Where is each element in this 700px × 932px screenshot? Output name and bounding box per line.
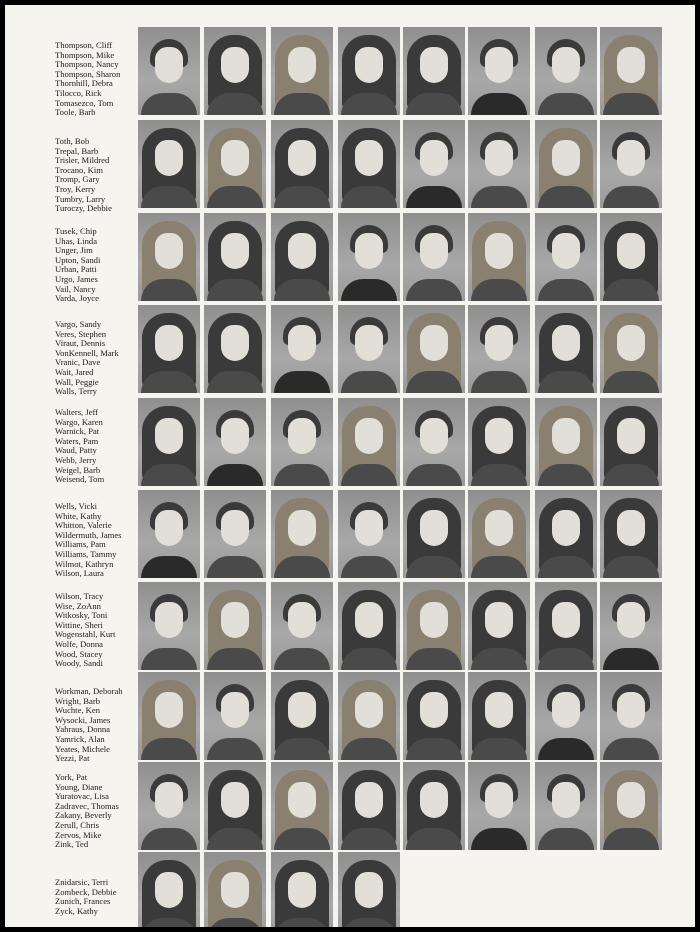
student-name: York, Pat	[55, 773, 88, 782]
student-portrait	[600, 582, 662, 670]
student-name: Yuratovac, Lisa	[55, 792, 109, 802]
student-portrait	[271, 582, 333, 670]
student-portrait	[338, 213, 400, 301]
student-portrait	[138, 762, 200, 850]
student-name: Woody, Sandi	[55, 659, 103, 669]
student-portrait	[338, 672, 400, 760]
student-portrait	[271, 490, 333, 578]
student-portrait	[403, 120, 465, 208]
student-name: Wise, ZoAnn	[55, 601, 101, 611]
student-portrait	[138, 852, 200, 927]
student-portrait	[403, 762, 465, 850]
student-portrait	[535, 672, 597, 760]
name-list	[55, 320, 143, 397]
student-portrait	[535, 120, 597, 208]
student-name: Waud, Patty	[55, 446, 97, 456]
student-name: Zakany, Beverly	[55, 811, 112, 821]
student-portrait	[338, 852, 400, 927]
student-name: Weisend, Tom	[55, 475, 105, 485]
student-portrait	[338, 582, 400, 670]
student-name: White, Kathy	[55, 511, 102, 521]
name-list	[55, 773, 143, 850]
student-name: Tilocco, Rick	[55, 88, 102, 98]
student-name: Vargo, Sandy	[55, 320, 102, 329]
student-portrait	[403, 213, 465, 301]
student-portrait	[600, 672, 662, 760]
student-portrait	[338, 305, 400, 393]
student-name: Young, Diane	[55, 782, 103, 792]
student-portrait	[338, 762, 400, 850]
student-name: Yahraus, Donna	[55, 725, 110, 735]
student-name: Zombeck, Debbie	[55, 887, 117, 897]
name-list	[55, 592, 143, 669]
student-name: Trisler, Mildred	[55, 156, 110, 166]
student-name: Unger, Jim	[55, 246, 93, 256]
student-portrait	[535, 305, 597, 393]
student-portrait	[403, 398, 465, 486]
student-portrait	[338, 398, 400, 486]
student-portrait	[600, 490, 662, 578]
student-portrait	[403, 490, 465, 578]
student-portrait	[468, 672, 530, 760]
student-name: Workman, Deborah	[55, 687, 123, 696]
student-portrait	[468, 305, 530, 393]
student-portrait	[468, 27, 530, 115]
student-name: Warnick, Pat	[55, 427, 100, 437]
student-name: Wilmot, Kathryn	[55, 559, 114, 569]
student-portrait	[271, 120, 333, 208]
student-name: Zerull, Chris	[55, 820, 99, 830]
name-list	[55, 687, 143, 764]
student-name: Webb, Jerry	[55, 455, 97, 465]
student-name: Walls, Terry	[55, 387, 97, 397]
student-portrait	[535, 27, 597, 115]
student-portrait	[204, 672, 266, 760]
student-name: Thompson, Nancy	[55, 60, 119, 70]
student-portrait	[204, 762, 266, 850]
student-name: Williams, Tammy	[55, 549, 117, 559]
student-name: Yeates, Michele	[55, 744, 110, 754]
student-name: Wall, Peggie	[55, 377, 99, 387]
name-list	[55, 408, 143, 485]
name-list	[55, 137, 143, 214]
student-name: Witkosky, Toni	[55, 611, 108, 621]
student-name: Zadravec, Thomas	[55, 801, 119, 811]
student-name: Zyck, Kathy	[55, 906, 98, 916]
student-portrait	[271, 398, 333, 486]
student-portrait	[271, 672, 333, 760]
student-name: Znidarsic, Terri	[55, 878, 109, 887]
student-name: Williams, Pam	[55, 540, 106, 550]
student-portrait	[403, 305, 465, 393]
student-name: Upton, Sandi	[55, 255, 101, 265]
student-name: Viraut, Dennis	[55, 339, 106, 349]
student-portrait	[138, 305, 200, 393]
student-portrait	[138, 490, 200, 578]
student-name: Wittine, Sheri	[55, 620, 103, 630]
student-name: Toth, Bob	[55, 137, 90, 146]
student-name: Thompson, Mike	[55, 50, 115, 60]
student-name: Urgo, James	[55, 274, 98, 284]
student-portrait	[600, 398, 662, 486]
student-portrait	[600, 120, 662, 208]
student-name: Wuchte, Ken	[55, 706, 100, 716]
student-portrait	[138, 213, 200, 301]
student-portrait	[138, 672, 200, 760]
student-name: Zink, Ted	[55, 840, 89, 850]
student-name: Thompson, Cliff	[55, 41, 113, 50]
student-name: Wysocki, James	[55, 715, 111, 725]
student-portrait	[271, 27, 333, 115]
student-name: Vranic, Dave	[55, 358, 101, 368]
student-name: Weigel, Barb	[55, 465, 101, 475]
student-name: Urban, Patti	[55, 265, 97, 275]
student-portrait	[204, 582, 266, 670]
student-name: Wildermuth, James	[55, 530, 122, 540]
student-name: Tusek, Chip	[55, 227, 97, 236]
student-portrait	[535, 762, 597, 850]
name-list	[55, 502, 143, 579]
student-portrait	[468, 490, 530, 578]
student-name: Varda, Joyce	[55, 294, 99, 304]
student-portrait	[138, 398, 200, 486]
student-portrait	[600, 762, 662, 850]
name-list	[55, 227, 143, 304]
student-name: Walters, Jeff	[55, 408, 99, 417]
student-name: Vail, Nancy	[55, 284, 96, 294]
student-portrait	[271, 213, 333, 301]
student-portrait	[138, 582, 200, 670]
student-name: Wilson, Tracy	[55, 592, 104, 601]
student-portrait	[204, 213, 266, 301]
student-portrait	[204, 490, 266, 578]
student-name: Waters, Pam	[55, 436, 99, 446]
student-name: Wright, Barb	[55, 696, 100, 706]
student-portrait	[535, 490, 597, 578]
student-name: Turoczy, Debbie	[55, 204, 112, 214]
student-portrait	[204, 398, 266, 486]
student-portrait	[468, 213, 530, 301]
student-portrait	[468, 762, 530, 850]
student-portrait	[204, 852, 266, 927]
student-portrait	[271, 305, 333, 393]
student-name: Wogenstahl, Kurt	[55, 630, 116, 640]
student-name: Troy, Kerry	[55, 184, 96, 194]
student-name: Thompson, Sharon	[55, 69, 121, 79]
student-name: Zervos, Mike	[55, 830, 102, 840]
student-name: Whitton, Valerie	[55, 521, 112, 531]
student-name: VonKennell, Mark	[55, 348, 119, 358]
student-name: Wood, Stacey	[55, 649, 103, 659]
student-portrait	[271, 762, 333, 850]
student-portrait	[338, 120, 400, 208]
student-name: Yezzi, Pat	[55, 754, 90, 764]
student-portrait	[271, 852, 333, 927]
student-portrait	[600, 305, 662, 393]
student-name: Wolfe, Donna	[55, 639, 103, 649]
student-portrait	[535, 213, 597, 301]
student-portrait	[204, 120, 266, 208]
student-portrait	[138, 27, 200, 115]
student-name: Zunich, Frances	[55, 897, 111, 907]
student-portrait	[204, 27, 266, 115]
yearbook-page	[5, 5, 695, 927]
student-name: Tomasezco, Tom	[55, 98, 114, 108]
student-portrait	[338, 27, 400, 115]
student-name: Trepal, Barb	[55, 146, 99, 156]
student-name: Wait, Jared	[55, 367, 94, 377]
student-name: Yamrick, Alan	[55, 734, 105, 744]
student-portrait	[600, 213, 662, 301]
student-name: Wargo, Karen	[55, 417, 103, 427]
student-portrait	[468, 398, 530, 486]
name-list	[55, 41, 143, 118]
name-list	[55, 878, 143, 916]
student-portrait	[403, 27, 465, 115]
student-name: Trocano, Kim	[55, 165, 103, 175]
student-portrait	[338, 490, 400, 578]
student-portrait	[403, 672, 465, 760]
student-name: Tromp, Gary	[55, 175, 100, 185]
student-name: Uhas, Linda	[55, 236, 98, 246]
student-portrait	[138, 120, 200, 208]
student-portrait	[204, 305, 266, 393]
student-portrait	[468, 120, 530, 208]
student-portrait	[535, 582, 597, 670]
student-portrait	[600, 27, 662, 115]
student-portrait	[468, 582, 530, 670]
student-portrait	[535, 398, 597, 486]
student-name: Toole, Barb	[55, 108, 96, 118]
student-name: Veres, Stephen	[55, 329, 107, 339]
student-name: Tumbry, Larry	[55, 194, 106, 204]
student-name: Wilson, Laura	[55, 569, 104, 579]
student-portrait	[403, 582, 465, 670]
student-name: Thornhill, Debra	[55, 79, 113, 89]
student-name: Wells, Vicki	[55, 502, 98, 511]
